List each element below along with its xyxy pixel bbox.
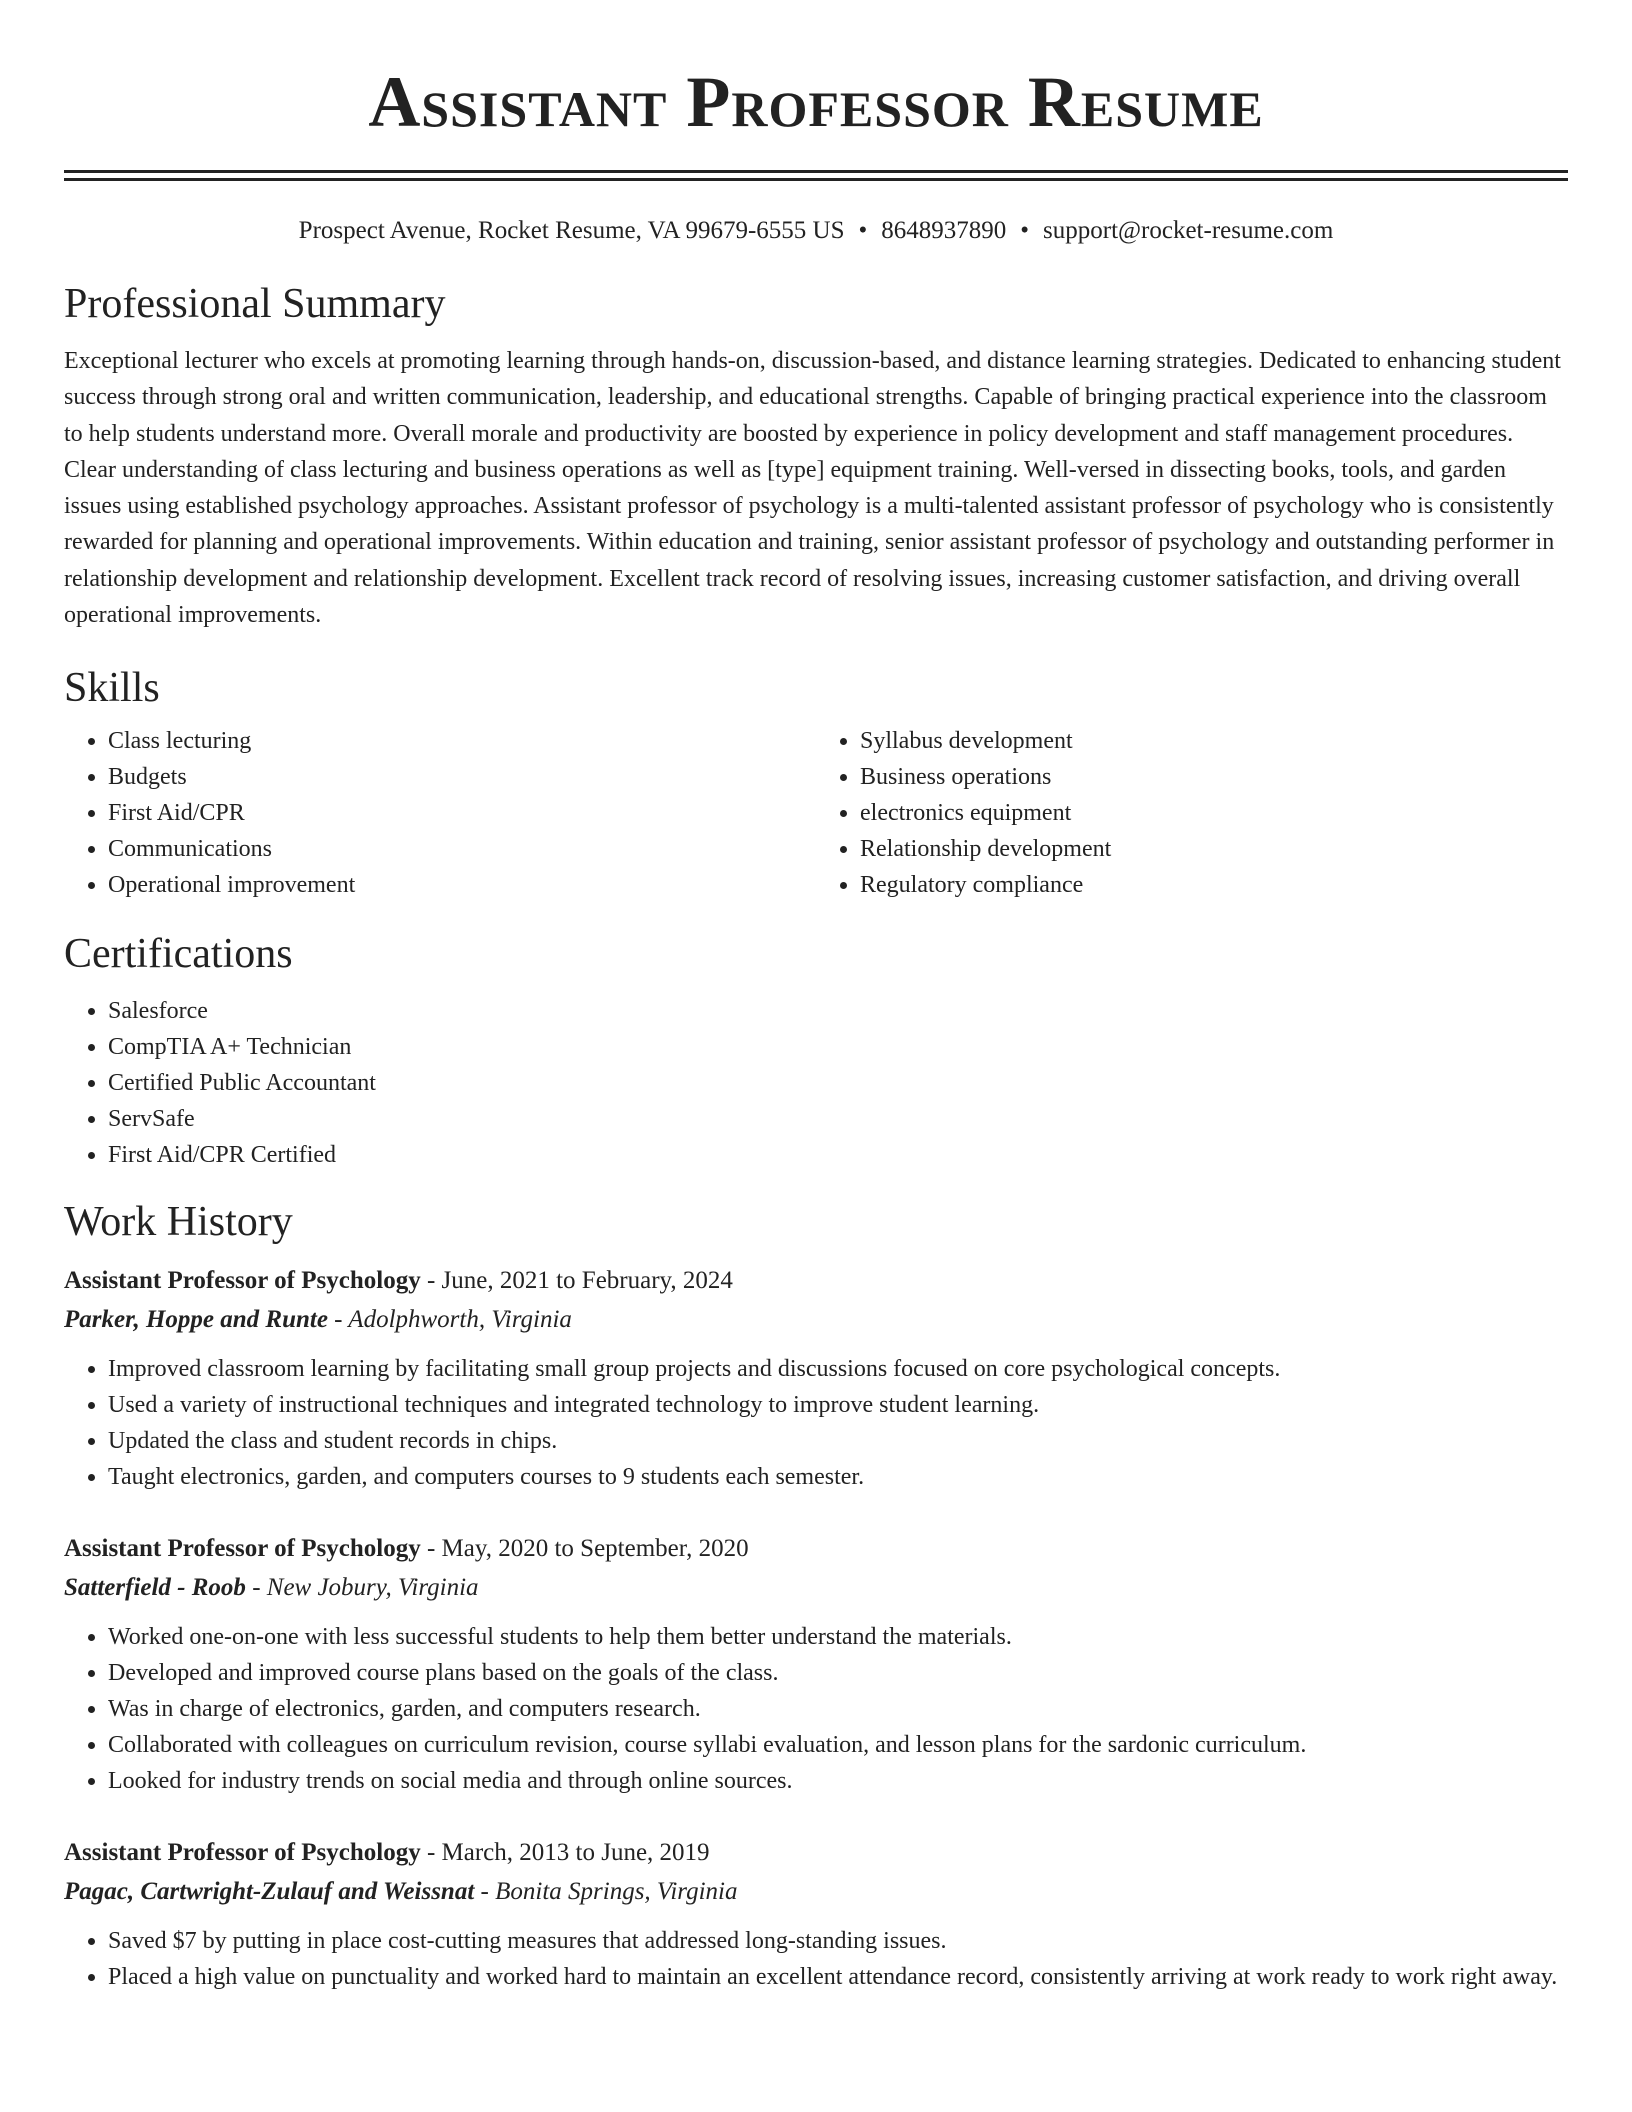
summary-heading: Professional Summary	[64, 281, 446, 327]
job-bullet: • Developed and improved course plans based on the goals of the class.	[108, 1655, 1568, 1691]
resume-page	[64, 0, 1568, 1995]
skill-item: • Business operations	[860, 759, 1568, 795]
job-title: Assistant Professor of Psychology	[64, 1267, 421, 1295]
contact-line	[64, 215, 1568, 247]
job-bullet: • Collaborated with colleagues on curriculum revision, course syllabi evaluation, and lesson plans for the sardonic curriculum.	[108, 1727, 1568, 1763]
job-entry	[64, 1833, 1568, 1995]
job-dates: - June, 2021 to February, 2024	[426, 1267, 733, 1295]
title-divider	[64, 170, 1568, 181]
skill-item: • Communications	[108, 831, 816, 867]
skills-grid	[64, 723, 1568, 903]
job-bullet: • Placed a high value on punctuality and worked hard to maintain an excellent attendance record, consistently arriving at work ready to work right away.	[108, 1959, 1568, 1995]
job-location: - Adolphworth, Virginia	[334, 1306, 572, 1334]
contact-phone: 8648937890	[881, 217, 1007, 244]
job-company-line	[64, 1569, 1568, 1607]
skill-item: • Syllabus development	[860, 723, 1568, 759]
job-bullet: • Was in charge of electronics, garden, and computers research.	[108, 1691, 1568, 1727]
skill-item: • Operational improvement	[108, 867, 816, 903]
certifications-list	[64, 993, 1568, 1173]
job-company: Satterfield - Roob	[64, 1574, 246, 1602]
job-bullets	[64, 1619, 1568, 1799]
skill-item: • First Aid/CPR	[108, 795, 816, 831]
skills-section	[64, 663, 1568, 903]
certification-item: • Certified Public Accountant	[108, 1065, 1568, 1101]
resume-title: Assistant Professor Resume	[368, 62, 1264, 142]
job-entry	[64, 1261, 1568, 1495]
certifications-section	[64, 929, 1568, 1173]
job-bullet: • Used a variety of instructional techniques and integrated technology to improve student learning.	[108, 1387, 1568, 1423]
certification-item: • ServSafe	[108, 1101, 1568, 1137]
certification-item: • Salesforce	[108, 993, 1568, 1029]
summary-text: Exceptional lecturer who excels at promoting learning through hands-on, discussion-based, and distance learning strategies. Dedicated to enhancing student success through strong oral and written communication, leadership, and educational strengths. Capable of bringing practical experience into the classroom to help students understand more. Overall morale and productivity are boosted by experience in policy development and staff management procedures. Clear understanding of class lecturing and business operations as well as [type] equipment training. Well-versed in dissecting books, tools, and garden issues using established psychology approaches. Assistant professor of psychology is a multi-talented assistant professor of psychology who is consistently rewarded for planning and operational improvements. Within education and training, senior assistant professor of psychology and outstanding performer in relationship development and relationship development. Excellent track record of resolving issues, increasing customer satisfaction, and driving overall operational improvements.	[64, 348, 1561, 629]
job-company: Pagac, Cartwright-Zulauf and Weissnat	[64, 1878, 475, 1906]
certification-item: • CompTIA A+ Technician	[108, 1029, 1568, 1065]
job-bullets	[64, 1351, 1568, 1495]
skill-item: • Relationship development	[860, 831, 1568, 867]
job-company: Parker, Hoppe and Runte	[64, 1306, 328, 1334]
skill-item: • electronics equipment	[860, 795, 1568, 831]
job-title: Assistant Professor of Psychology	[64, 1535, 421, 1563]
work-history-section	[64, 1197, 1568, 1995]
job-bullet: • Taught electronics, garden, and computers courses to 9 students each semester.	[108, 1459, 1568, 1495]
job-bullet: • Updated the class and student records in chips.	[108, 1423, 1568, 1459]
job-company-line	[64, 1873, 1568, 1911]
contact-email: support@rocket-resume.com	[1043, 217, 1334, 244]
summary-section	[64, 279, 1568, 633]
job-dates: - May, 2020 to September, 2020	[426, 1535, 749, 1563]
job-title: Assistant Professor of Psychology	[64, 1839, 421, 1867]
skill-item: • Class lecturing	[108, 723, 816, 759]
job-bullet: • Looked for industry trends on social media and through online sources.	[108, 1763, 1568, 1799]
skill-item: • Regulatory compliance	[860, 867, 1568, 903]
job-dates: - March, 2013 to June, 2019	[426, 1839, 710, 1867]
certification-item: • First Aid/CPR Certified	[108, 1137, 1568, 1173]
skills-list-right	[816, 723, 1568, 903]
skills-heading: Skills	[64, 665, 160, 712]
job-title-line	[64, 1529, 1568, 1569]
certifications-heading: Certifications	[64, 931, 293, 978]
job-title-line	[64, 1261, 1568, 1301]
job-title-line	[64, 1833, 1568, 1873]
contact-separator: •	[1020, 217, 1030, 244]
contact-separator: •	[858, 217, 868, 244]
job-location: - Bonita Springs, Virginia	[480, 1878, 738, 1906]
job-location: - New Jobury, Virginia	[252, 1574, 479, 1602]
job-company-line	[64, 1301, 1568, 1339]
job-bullets	[64, 1923, 1568, 1995]
job-bullet: • Saved $7 by putting in place cost-cutting measures that addressed long-standing issues.	[108, 1923, 1568, 1959]
job-bullet: • Worked one-on-one with less successful students to help them better understand the materials.	[108, 1619, 1568, 1655]
job-bullet: • Improved classroom learning by facilitating small group projects and discussions focused on core psychological concepts.	[108, 1351, 1568, 1387]
job-entry	[64, 1529, 1568, 1799]
work-history-heading: Work History	[64, 1199, 293, 1246]
contact-address: Prospect Avenue, Rocket Resume, VA 99679-6555 US	[298, 217, 845, 244]
skills-list-left	[64, 723, 816, 903]
skill-item: • Budgets	[108, 759, 816, 795]
